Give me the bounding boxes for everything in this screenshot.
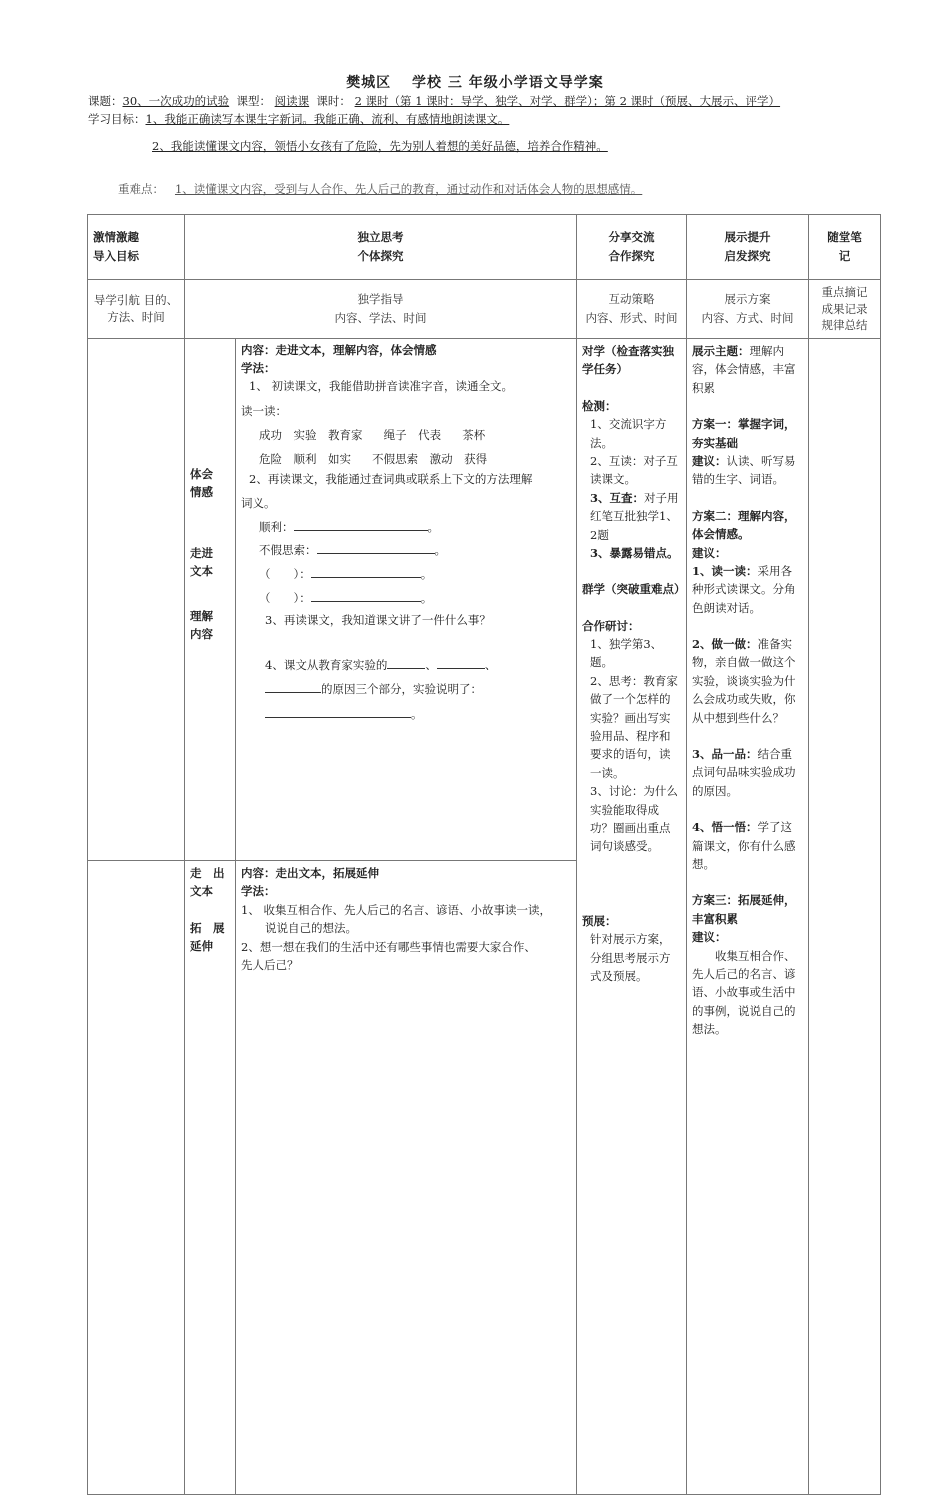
section1-method: 学法： [241,360,276,375]
col4-a4 [692,818,803,873]
header-col1 [88,215,185,280]
step-4-text: 4、课文从教育家实验的 [265,657,388,672]
answer-blank[interactable] [294,518,428,531]
key-label: 重难点： [118,182,164,196]
col4-a3 [692,745,803,800]
subheader-col4-line1: 展示方案 [724,292,771,307]
answer-blank[interactable] [265,705,411,718]
definition-label: 不假思索： [259,543,317,558]
side-text: 体会 [190,467,213,481]
section1-side [185,339,236,861]
col4-theme [692,342,803,397]
header-col5-line1: 随堂笔 [827,230,862,245]
section2-content [236,861,577,1495]
col4-a2 [692,635,803,727]
col4-label: 建议： [692,453,727,468]
subheader-row [88,280,881,339]
col4-label: 3、品一品： [692,747,758,762]
col4-text: 采用各种形式读课文。分角色朗读对话。 [692,563,796,615]
step-2-cont: 词义。 [241,495,276,510]
header-col5 [809,215,881,280]
word-list-1: 成功 实验 教育家 绳子 代表 茶杯 [259,428,486,443]
step-4 [241,656,571,675]
separator: 、 [484,657,497,672]
col3-strategy [577,339,687,1495]
col4-plan3: 方案三：拓展延伸，丰富积累 [692,893,796,926]
col3-item: 3、暴露易错点。 [590,545,679,560]
col3-item: 3、讨论：为什么实验能取得成功？圈画出重点词句谈感受。 [590,784,678,854]
answer-blank[interactable] [317,541,435,554]
col4-text: 理解内容，体会情感，丰富积累 [692,344,796,395]
side-text: 理解 [190,608,213,623]
subheader-col3-line2: 内容、形式、时间 [585,311,678,325]
header-col2-line2: 个体探究 [357,249,404,263]
section2-col1 [88,861,185,1495]
page-title: 樊城区 学校 三 年级小学语文导学案 [346,75,604,91]
section1-content-title: 内容：走进文本，理解内容，体会情感 [241,343,437,357]
col4-text: 结合重点词句品味实验成功的原因。 [692,747,796,798]
subheader-col5 [809,280,881,339]
col4-label: 展示主题： [692,344,750,358]
col3-item-label: 3、互查： [590,490,645,505]
key-value: 1、读懂课文内容，受到与人合作、先人后己的教育，通过动作和对话体会人物的思想感情。 [174,182,643,196]
col4-plan [687,339,809,1495]
col3-check: 检测： [582,398,617,413]
side-text: 内容 [190,626,213,641]
period: 。 [434,543,446,558]
definition-3 [241,565,571,584]
header-col4 [687,215,809,280]
col4-sug1 [692,452,803,489]
col4-a1 [692,562,803,617]
subheader-col3-line1: 互动策略 [608,292,655,307]
answer-blank[interactable] [437,656,485,669]
header-col1-line2: 导入目标 [93,249,139,263]
side-text: 情感 [190,485,213,500]
goal-label: 学习目标： [88,112,146,126]
side-text: 走进 [190,545,213,560]
section2-content-title: 内容：走出文本，拓展延伸 [241,866,379,880]
goal-1: 1、我能正确读写本课生字新词。我能正确、流利、有感情地朗读课文。 [145,112,510,126]
col4-label: 建议： [692,930,727,945]
col3-item: 1、交流识字方法。 [590,417,667,450]
col3-item-text: 对子用红笔互批独学1、2题 [590,490,679,542]
header-col4-line2: 启发探究 [724,249,771,263]
col4-plan2: 方案二：理解内容，体会情感。 [692,508,796,542]
definition-2 [241,541,571,560]
col4-label: 4、悟一悟： [692,820,758,835]
type-label: 课型： [236,94,271,108]
word-list-2: 危险 顺利 如实 不假思索 激动 获得 [259,452,488,467]
step-1: 1、 初读课文，我能借助拼音读准字音，读通全文。 [249,378,513,393]
subheader-col5-line1: 重点摘记 [821,284,868,299]
section2-item-1: 1、 收集互相合作、先人后己的名言、谚语、小故事读一读， [241,902,551,917]
header-col4-line1: 展示提升 [724,230,771,245]
definition-label: （ ）： [259,567,311,582]
col4-plan1: 方案一：掌握字词，夯实基础 [692,417,796,450]
step-3: 3、再读课文，我知道课文讲了一件什么事？ [265,612,491,627]
col4-text: 学了这篇课文，你有什么感想。 [692,820,796,871]
header-col3-line1: 分享交流 [608,230,655,245]
side-text: 走 出 [190,866,225,880]
col4-label: 建议： [692,545,727,560]
header-col3 [577,215,687,280]
period: 。 [427,519,439,534]
col4-text: 准备实物，亲自做一做这个实验，谈谈实验为什么会成功或失败，你从中想到些什么？ [692,637,796,725]
subheader-col4-line2: 内容、方式、时间 [701,311,794,325]
header-col3-line2: 合作探究 [608,249,655,263]
header-col5-line2: 记 [838,249,851,263]
step-2: 2、再读课文，我能通过查词典或联系上下文的方法理解 [249,471,533,486]
side-text: 延伸 [190,939,213,954]
col3-preview: 预展： [582,913,617,928]
section1-row [88,339,881,861]
col4-label: 1、读一读： [692,563,758,578]
subheader-col2-line1: 独学指导 [357,292,404,307]
answer-blank[interactable] [265,680,321,693]
side-text: 文本 [190,564,213,579]
definition-1 [241,518,571,537]
period: 。 [420,567,433,582]
topic-label: 课题： [88,94,123,108]
col3-qun-xue: 群学（突破重难点） [582,582,686,597]
definition-label: 顺利： [259,519,294,534]
section2-item-1-cont: 说说自己的想法。 [265,921,357,936]
header-col1-line1: 激情激趣 [93,230,139,245]
definition-label: （ ）： [259,590,311,605]
col4-text: 认读、听写易错的生字、词语。 [692,453,796,487]
lesson-table [87,214,881,1495]
subheader-col5-line2: 成果记录 [821,301,868,316]
answer-blank[interactable] [387,656,425,669]
section1-col1 [88,339,185,861]
goal-2: 2、我能读懂课文内容，领悟小女孩有了危险，先为别人着想的美好品德，培养合作精神。 [152,139,608,153]
meta-line-key [118,181,642,197]
section2-side [185,861,236,1495]
col4-text: 收集互相合作、先人后己的名言、谚语、小故事或生活中的事例，说说自己的想法。 [692,948,796,1037]
col3-item: 针对展示方案，分组思考展示方式及预展。 [590,932,671,983]
col4-label: 2、做一做： [692,637,758,652]
period: 。 [411,707,423,722]
header-col2 [185,215,577,280]
answer-blank[interactable] [311,589,421,602]
col5-notes [809,339,881,1495]
col3-discussion: 合作研讨： [582,618,640,633]
step-4-answer [241,705,571,724]
header-row [88,215,881,280]
step-4-cont [241,680,571,699]
col3-dui-xue: 对学（检查落实独学任务） [582,344,674,377]
subheader-col2 [185,280,577,339]
subheader-col4 [687,280,809,339]
period: 。 [420,590,433,605]
header-col2-line1: 独立思考 [357,230,404,245]
separator: 、 [425,657,437,672]
hours-label: 课时： [316,94,351,108]
subheader-col1: 导学引航 目的、方法、时间 [88,280,185,339]
section2-item-2-cont: 先人后己？ [241,957,299,972]
side-text: 文本 [190,884,213,899]
hours-value: 2 课时（第 1 课时：导学、独学、对学、群学）；第 2 课时（预展、大展示、评学） [354,94,781,108]
meta-line-goal2 [152,138,608,154]
side-text: 拓 展 [190,920,225,935]
col3-item: 2、思考：教育家做了一个怎样的实验？画出写实验用品、程序和要求的语句，读一读。 [590,673,678,780]
definition-4 [241,589,571,608]
step-4-text-b: 的原因三个部分，实验说明了： [321,682,482,697]
subheader-col2-line2: 内容、学法、时间 [334,311,427,325]
section2-method: 学法： [241,884,276,899]
col3-item: 2、互读：对子互读课文。 [590,453,678,487]
section2-item-2: 2、想一想在我们的生活中还有哪些事情也需要大家合作、 [241,939,536,954]
type-value: 阅读课 [274,94,310,108]
section1-content [236,339,577,861]
subheader-col5-line3: 规律总结 [821,318,868,333]
answer-blank[interactable] [311,565,421,578]
col3-item [582,489,681,544]
meta-line-goal1 [88,111,509,127]
col3-item: 1、独学第3、题。 [590,637,663,670]
subheader-col3 [577,280,687,339]
read-label: 读一读： [241,404,287,419]
meta-line-topic [88,93,780,109]
topic-value: 30、一次成功的试验 [122,94,230,108]
